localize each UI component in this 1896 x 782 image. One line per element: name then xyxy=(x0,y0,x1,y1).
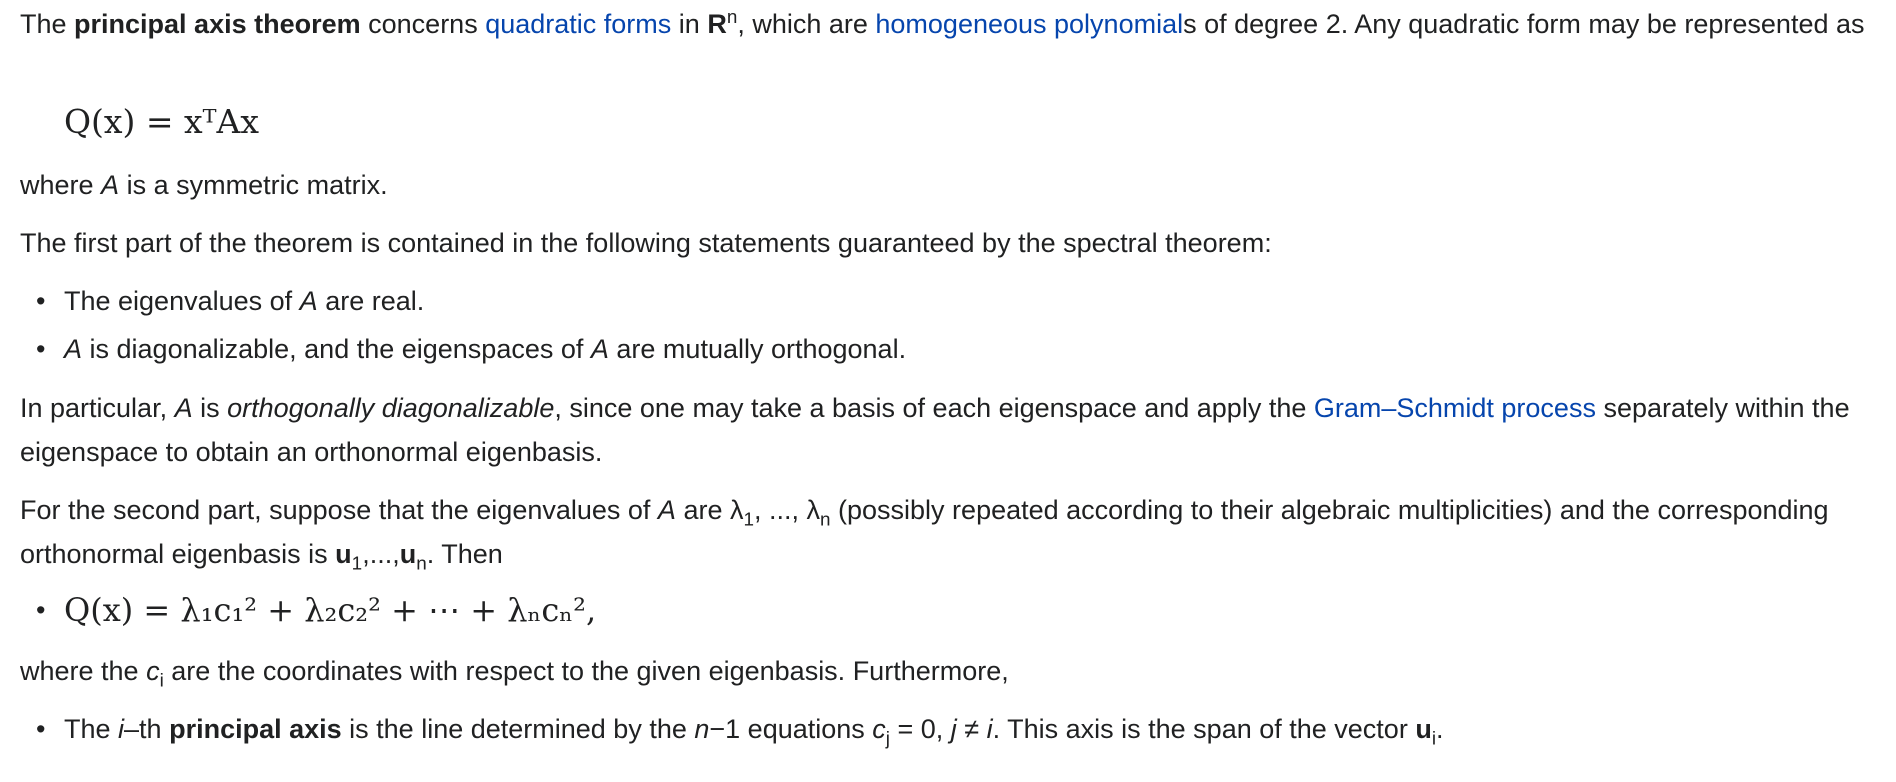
matrix-symbol: A xyxy=(299,286,318,316)
statement-list xyxy=(20,279,906,375)
subscript: i xyxy=(159,670,164,692)
text: , ..., λ xyxy=(753,495,820,525)
superscript: n xyxy=(726,7,738,28)
text: are the coordinates with respect to the given eigenbasis. Furthermore, xyxy=(163,656,1009,686)
vector-symbol: u xyxy=(335,539,352,569)
matrix-symbol: A xyxy=(590,334,609,364)
subscript: n xyxy=(820,509,831,531)
text: (possibly repeated according to their algebraic multiplicities) and the corresponding orthonormal eigenbasis is xyxy=(20,495,1829,569)
intro-paragraph xyxy=(20,2,1865,46)
emphasis: orthogonally diagonalizable xyxy=(227,393,555,423)
subscript: j xyxy=(885,728,890,750)
text: The xyxy=(64,714,119,744)
subscript: i xyxy=(1431,728,1437,750)
link-gram-schmidt[interactable]: Gram–Schmidt process xyxy=(1313,393,1596,423)
orthogonal-diagonalizable-paragraph xyxy=(20,386,1890,474)
link-quadratic-forms[interactable]: quadratic forms xyxy=(485,9,672,39)
principal-axis-list xyxy=(20,707,1444,751)
coordinate-symbol: c xyxy=(146,656,160,686)
index-symbol: n xyxy=(694,714,710,744)
subscript: n xyxy=(416,553,427,575)
text: are real. xyxy=(317,286,425,316)
real-space-symbol: R xyxy=(707,9,727,39)
text: are mutually orthogonal. xyxy=(608,334,907,364)
coordinates-paragraph xyxy=(20,649,1009,693)
text: are λ xyxy=(675,495,744,525)
text: −1 equations xyxy=(709,714,873,744)
text: For the second part, suppose that the eigenvalues of xyxy=(20,495,658,525)
vector-symbol: u xyxy=(399,539,417,569)
matrix-symbol: A xyxy=(64,334,83,364)
text: separately within the eigenspace to obtain an orthonormal eigenbasis. xyxy=(20,393,1850,467)
first-part-paragraph: The first part of the theorem is contained in the following statements guaranteed by the spectral theorem: xyxy=(20,228,1272,258)
text: where the xyxy=(20,656,147,686)
text: , which are xyxy=(737,9,876,39)
vector-symbol: u xyxy=(1415,714,1432,744)
coordinate-symbol: c xyxy=(872,714,886,744)
text: The xyxy=(20,9,75,39)
text: where xyxy=(20,170,102,200)
equation-list xyxy=(20,588,596,632)
text: . This axis is the span of the vector xyxy=(992,714,1416,744)
text: s of degree 2. Any quadratic form may be represented as xyxy=(1183,9,1865,39)
matrix-symbol: A xyxy=(657,495,676,525)
text: is xyxy=(192,393,228,423)
index-symbol: i xyxy=(986,714,993,744)
text: ≠ xyxy=(956,714,987,744)
subscript: 1 xyxy=(743,509,754,531)
text: is the line determined by the xyxy=(341,714,695,744)
text: is diagonalizable, and the eigenspaces of xyxy=(82,334,591,364)
display-equation: Q(x) = xᵀAx xyxy=(64,102,259,141)
index-symbol: i xyxy=(118,714,125,744)
second-part-paragraph xyxy=(20,488,1890,576)
principal-axis-term: principal axis xyxy=(169,714,342,744)
equation-item: • Q(x) = λ₁c₁² + λ₂c₂² + ⋯ + λₙcₙ², xyxy=(20,588,596,632)
text: , since one may take a basis of each eigenspace and apply the xyxy=(554,393,1314,423)
text: = 0, xyxy=(889,714,951,744)
text: . Then xyxy=(426,539,503,569)
subscript: 1 xyxy=(351,553,363,575)
list-item xyxy=(20,707,1444,751)
matrix-symbol: A xyxy=(174,393,193,423)
text: is a symmetric matrix. xyxy=(119,170,388,200)
text: concerns xyxy=(360,9,486,39)
list-item xyxy=(20,327,906,375)
matrix-symbol: A xyxy=(101,170,120,200)
text: in xyxy=(671,9,708,39)
link-homogeneous-polynomial[interactable]: homogeneous polynomial xyxy=(875,9,1184,39)
list-item xyxy=(20,279,906,327)
text: In particular, xyxy=(20,393,175,423)
text: ,..., xyxy=(362,539,400,569)
theorem-name: principal axis theorem xyxy=(74,9,361,39)
text: –th xyxy=(124,714,170,744)
index-symbol: j xyxy=(950,714,957,744)
text: The eigenvalues of xyxy=(64,286,300,316)
symmetric-matrix-sentence xyxy=(20,163,388,207)
text: . xyxy=(1436,714,1444,744)
